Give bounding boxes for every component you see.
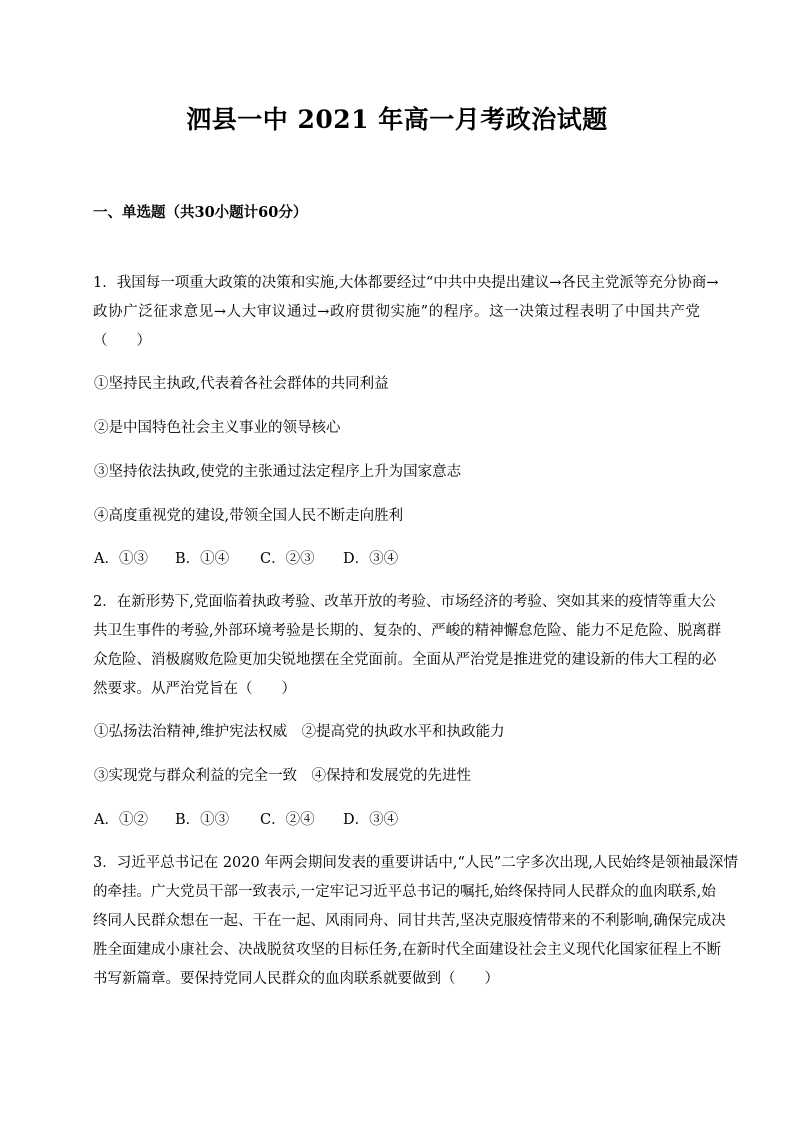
question-text-line: 胜全面建成小康社会、决战脱贫攻坚的目标任务,在新时代全面建设社会主义现代化国家征程上不断 xyxy=(93,942,722,958)
statement-option: ①弘扬法治精神,维护宪法权威 ②提高党的执政水平和执政能力 xyxy=(94,724,505,740)
question-text-line: 终同人民群众想在一起、干在一起、风雨同舟、同甘共苦,坚决克服疫情带来的不利影响,确保完成决 xyxy=(93,913,726,929)
choice-a[interactable]: A．①③ xyxy=(94,551,148,567)
choice-b[interactable]: B．①④ xyxy=(175,551,230,567)
choice-d[interactable]: D．③④ xyxy=(343,812,399,828)
question-text-line: 众危险、消极腐败危险更加尖锐地摆在全党面前。全面从严治党是推进党的建设新的伟大工程的必 xyxy=(93,652,717,668)
section-heading: 一、单选题（共30小题计60分） xyxy=(93,204,308,221)
answer-blank: （ ） xyxy=(93,333,151,349)
choice-c[interactable]: C．②③ xyxy=(260,551,315,567)
page-title: 泗县一中 2021 年高一月考政治试题 xyxy=(186,105,608,134)
question-text-line: 书写新篇章。要保持党同人民群众的血肉联系就要做到（ ） xyxy=(93,971,499,987)
statement-option: ④高度重视党的建设,带领全国人民不断走向胜利 xyxy=(94,508,404,524)
choice-b[interactable]: B．①③ xyxy=(175,812,230,828)
statement-option: ③坚持依法执政,使党的主张通过法定程序上升为国家意志 xyxy=(94,464,462,480)
choice-d[interactable]: D．③④ xyxy=(343,551,399,567)
question-text-line: 然要求。从严治党旨在（ ） xyxy=(93,681,296,697)
question-text-line: 的牵挂。广大党员干部一致表示,一定牢记习近平总书记的嘱托,始终保持同人民群众的血肉联系,始 xyxy=(93,884,716,900)
choice-c[interactable]: C．②④ xyxy=(260,812,315,828)
statement-option: ③实现党与群众利益的完全一致 ④保持和发展党的先进性 xyxy=(94,768,471,784)
question-text-line: 2．在新形势下,党面临着执政考验、改革开放的考验、市场经济的考验、突如其来的疫情等重大公 xyxy=(93,594,716,610)
choice-a[interactable]: A．①② xyxy=(94,812,148,828)
statement-option: ①坚持民主执政,代表着各社会群体的共同利益 xyxy=(94,376,389,392)
question-text-line: 3．习近平总书记在 2020 年两会期间发表的重要讲话中,“人民”二字多次出现,人民始终是领袖最深情 xyxy=(93,855,738,871)
question-text-line: 共卫生事件的考验,外部环境考验是长期的、复杂的、严峻的精神懈怠危险、能力不足危险、脱离群 xyxy=(93,623,722,639)
question-text-line: 政协广泛征求意见→人大审议通过→政府贯彻实施”的程序。这一决策过程表明了中国共产党 xyxy=(93,304,700,320)
question-text-line: 1．我国每一项重大政策的决策和实施,大体都要经过“中共中央提出建议→各民主党派等充分协商→ xyxy=(93,275,719,291)
statement-option: ②是中国特色社会主义事业的领导核心 xyxy=(94,420,341,436)
